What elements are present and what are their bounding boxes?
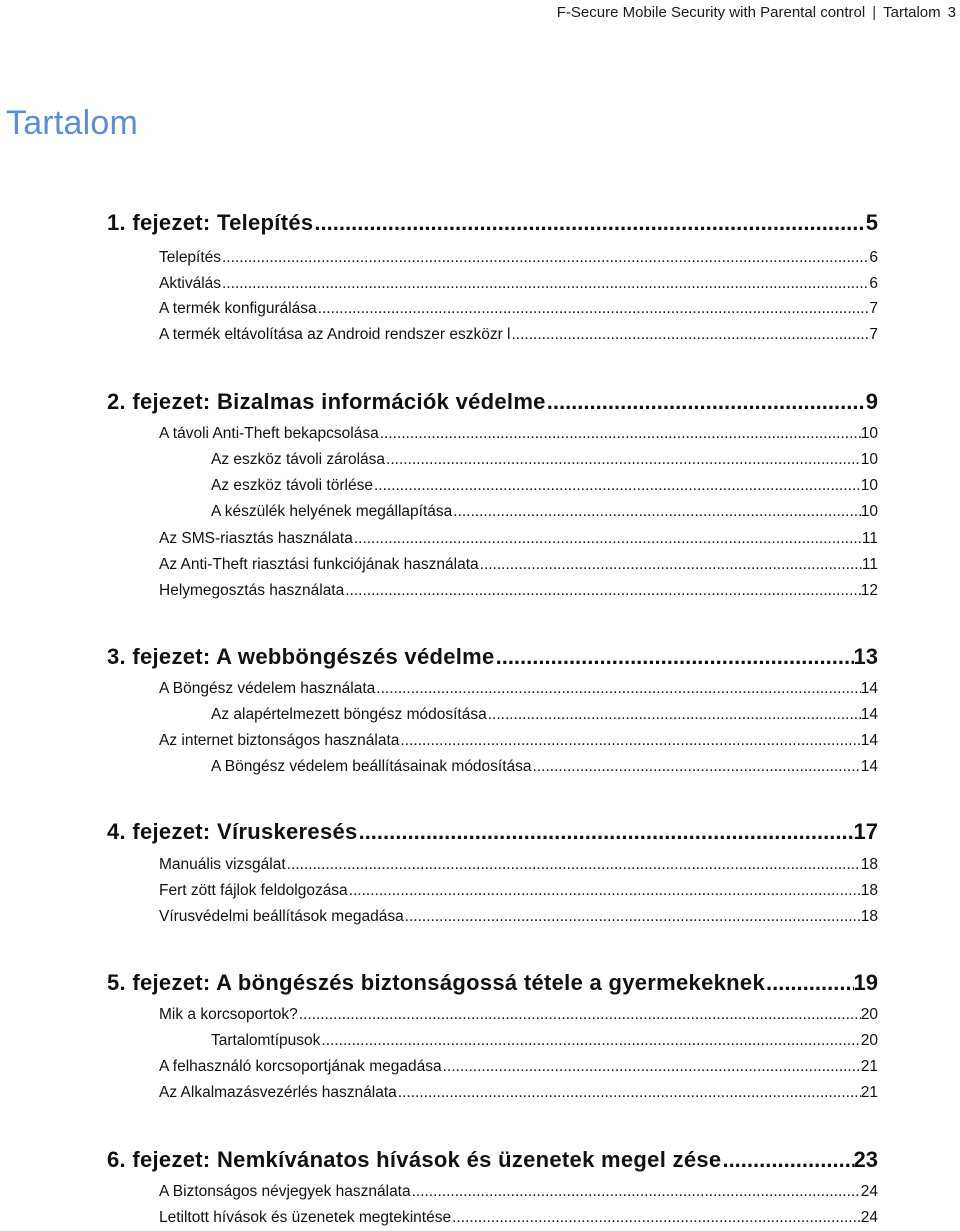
toc-leader-dots — [354, 530, 862, 548]
toc-entry-label: A Böngész védelem beállításainak módosítása — [211, 758, 532, 775]
toc-leader-dots — [314, 210, 865, 236]
toc-chapter-entry[interactable] — [107, 210, 878, 238]
toc-entry-page: 7 — [869, 326, 878, 343]
toc-entry-label: 5. fejezet: A böngészés biztonságossá tétele a gyermekeknek — [107, 970, 765, 995]
toc-entry-page: 14 — [860, 680, 878, 697]
toc-section-entry[interactable] — [159, 680, 878, 700]
toc-leader-dots — [488, 706, 861, 724]
toc-entry-page: 20 — [860, 1006, 878, 1023]
toc-entry-label: Az SMS-riasztás használata — [159, 530, 353, 547]
toc-leader-dots — [512, 326, 870, 344]
toc-section-entry[interactable] — [159, 1058, 878, 1078]
toc-entry-label: A termék eltávolítása az Android rendszer eszközr l — [159, 326, 511, 343]
toc-leader-dots — [480, 556, 862, 574]
toc-leader-dots — [380, 425, 861, 443]
toc-subsection-entry[interactable] — [211, 1032, 878, 1052]
toc-leader-dots — [321, 1032, 860, 1050]
toc-entry-page: 12 — [860, 582, 878, 599]
toc-entry-label: Az Alkalmazásvezérlés használata — [159, 1084, 397, 1101]
toc-entry-page: 10 — [860, 425, 878, 442]
toc-entry-page: 19 — [853, 970, 878, 995]
toc-leader-dots — [222, 275, 869, 293]
toc-leader-dots — [766, 970, 854, 996]
toc-entry-label: Az eszköz távoli törlése — [211, 477, 373, 494]
toc-section-entry[interactable] — [159, 425, 878, 445]
toc-section-entry[interactable] — [159, 1183, 878, 1203]
toc-chapter-entry[interactable] — [107, 389, 878, 417]
toc-leader-dots — [453, 503, 860, 521]
toc-entry-page: 10 — [860, 477, 878, 494]
toc-leader-dots — [496, 644, 854, 670]
running-header-separator: | — [872, 3, 877, 21]
toc-entry-label: Helymegosztás használata — [159, 582, 345, 599]
toc-leader-dots — [287, 856, 861, 874]
toc-entry-label: Az eszköz távoli zárolása — [211, 451, 386, 468]
toc-entry-label: Fert zött fájlok feldolgozása — [159, 882, 348, 899]
toc-section-entry[interactable] — [159, 856, 878, 876]
toc-entry-label: A készülék helyének megállapítása — [211, 503, 453, 520]
toc-entry-label: A távoli Anti-Theft bekapcsolása — [159, 425, 379, 442]
toc-entry-label: Aktiválás — [159, 275, 222, 292]
toc-section-entry[interactable] — [159, 1006, 878, 1026]
toc-entry-label: Tartalomtípusok — [211, 1032, 321, 1049]
toc-section-entry[interactable] — [159, 582, 878, 602]
toc-entry-label: Mik a korcsoportok? — [159, 1006, 298, 1023]
toc-section-entry[interactable] — [159, 249, 878, 269]
toc-leader-dots — [400, 732, 860, 750]
toc-subsection-entry[interactable] — [211, 706, 878, 726]
running-header-page-number: 3 — [947, 3, 956, 21]
toc-subsection-entry[interactable] — [211, 503, 878, 523]
toc-leader-dots — [359, 819, 854, 845]
toc-entry-page: 11 — [861, 530, 878, 547]
toc-section-entry[interactable] — [159, 300, 878, 320]
toc-section-entry[interactable] — [159, 275, 878, 295]
toc-leader-dots — [722, 1147, 853, 1173]
toc-leader-dots — [349, 882, 861, 900]
toc-section-entry[interactable] — [159, 1209, 878, 1229]
toc-leader-dots — [533, 758, 861, 776]
toc-section-entry[interactable] — [159, 326, 878, 346]
toc-entry-label: A Böngész védelem használata — [159, 680, 376, 697]
toc-entry-page: 14 — [860, 732, 878, 749]
toc-leader-dots — [345, 582, 861, 600]
toc-entry-page: 10 — [860, 503, 878, 520]
toc-section-entry[interactable] — [159, 882, 878, 902]
toc-entry-label: Az alapértelmezett böngész módosítása — [211, 706, 487, 723]
toc-subsection-entry[interactable] — [211, 477, 878, 497]
toc-subsection-entry[interactable] — [211, 758, 878, 778]
toc-subsection-entry[interactable] — [211, 451, 878, 471]
toc-entry-page: 13 — [853, 644, 878, 669]
toc-leader-dots — [398, 1084, 861, 1102]
toc-entry-label: 6. fejezet: Nemkívánatos hívások és üzenetek megel zése — [107, 1147, 722, 1172]
toc-chapter-entry[interactable] — [107, 1147, 878, 1175]
toc-entry-label: A felhasználó korcsoportjának megadása — [159, 1058, 442, 1075]
toc-section-entry[interactable] — [159, 908, 878, 928]
toc-entry-label: 1. fejezet: Telepítés — [107, 210, 314, 235]
toc-entry-label: Vírusvédelmi beállítások megadása — [159, 908, 404, 925]
toc-entry-page: 20 — [860, 1032, 878, 1049]
running-header-doc-title: F-Secure Mobile Security with Parental control — [556, 3, 866, 21]
toc-entry-page: 10 — [860, 451, 878, 468]
page-title: Tartalom — [6, 104, 138, 142]
toc-leader-dots — [412, 1183, 861, 1201]
toc-leader-dots — [222, 249, 869, 267]
toc-entry-page: 24 — [860, 1209, 878, 1226]
toc-leader-dots — [318, 300, 870, 318]
toc-entry-label: Az Anti-Theft riasztási funkciójának használata — [159, 556, 479, 573]
toc-section-entry[interactable] — [159, 556, 878, 576]
toc-leader-dots — [376, 680, 860, 698]
toc-entry-label: Letiltott hívások és üzenetek megtekintése — [159, 1209, 452, 1226]
toc-section-entry[interactable] — [159, 530, 878, 550]
toc-leader-dots — [374, 477, 861, 495]
running-header-section: Tartalom — [883, 3, 941, 21]
toc-chapter-entry[interactable] — [107, 819, 878, 847]
toc-section-entry[interactable] — [159, 732, 878, 752]
toc-entry-page: 14 — [860, 706, 878, 723]
toc-entry-page: 24 — [860, 1183, 878, 1200]
toc-entry-label: A Biztonságos névjegyek használata — [159, 1183, 411, 1200]
toc-chapter-entry[interactable] — [107, 970, 878, 998]
toc-entry-page: 5 — [865, 210, 878, 235]
toc-entry-label: Manuális vizsgálat — [159, 856, 286, 873]
toc-entry-page: 11 — [861, 556, 878, 573]
toc-entry-label: 2. fejezet: Bizalmas információk védelme — [107, 389, 546, 414]
toc-entry-page: 18 — [860, 882, 878, 899]
toc-entry-page: 6 — [869, 275, 878, 292]
toc-entry-page: 7 — [869, 300, 878, 317]
toc-leader-dots — [405, 908, 861, 926]
toc-leader-dots — [386, 451, 861, 469]
toc-entry-page: 18 — [860, 908, 878, 925]
toc-entry-page: 17 — [853, 819, 878, 844]
toc-entry-label: 4. fejezet: Víruskeresés — [107, 819, 358, 844]
toc-leader-dots — [299, 1006, 861, 1024]
toc-entry-label: 3. fejezet: A webböngészés védelme — [107, 644, 495, 669]
toc-entry-label: Telepítés — [159, 249, 222, 266]
toc-section-entry[interactable] — [159, 1084, 878, 1104]
toc-entry-page: 6 — [869, 249, 878, 266]
toc-entry-page: 14 — [860, 758, 878, 775]
toc-entry-page: 9 — [865, 389, 878, 414]
toc-entry-label: A termék konfigurálása — [159, 300, 317, 317]
toc-entry-page: 23 — [853, 1147, 878, 1172]
toc-chapter-entry[interactable] — [107, 644, 878, 672]
toc-entry-page: 21 — [860, 1058, 878, 1075]
toc-entry-label: Az internet biztonságos használata — [159, 732, 400, 749]
toc-entry-page: 21 — [860, 1084, 878, 1101]
toc-entry-page: 18 — [860, 856, 878, 873]
toc-leader-dots — [452, 1209, 861, 1227]
toc-leader-dots — [547, 389, 866, 415]
toc-leader-dots — [443, 1058, 861, 1076]
